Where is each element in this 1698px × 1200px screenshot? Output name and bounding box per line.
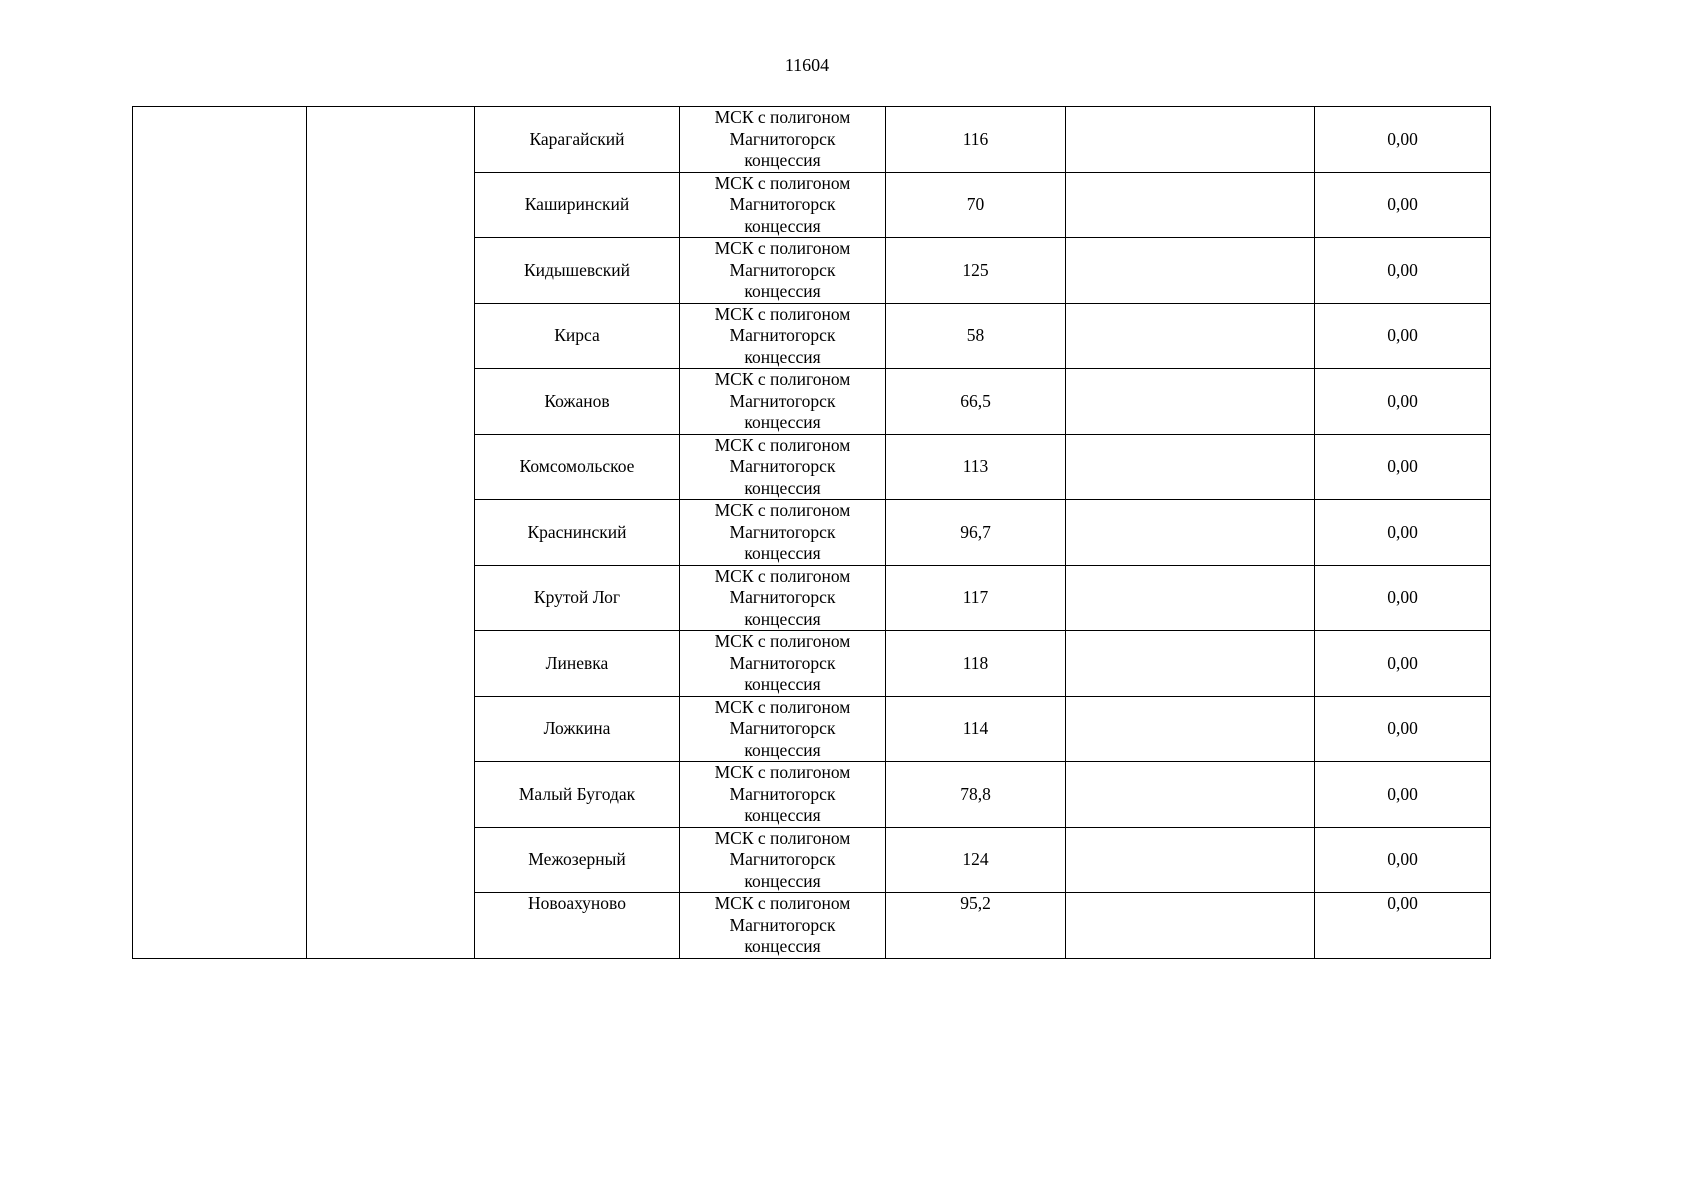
settlement-name-cell: Линевка	[475, 631, 680, 697]
service-type-line: Магнитогорск	[729, 521, 836, 542]
empty-cell	[1066, 827, 1315, 893]
empty-merged-cell-2	[307, 107, 475, 959]
settlement-name-cell: Каширинский	[475, 172, 680, 238]
service-type-line: Магнитогорск	[729, 456, 836, 476]
value-cell: 114	[886, 696, 1066, 762]
service-type-line: Магнитогорск	[729, 325, 836, 345]
value-cell: 118	[886, 631, 1066, 697]
result-cell: 0,00	[1315, 500, 1491, 566]
value-cell: 78,8	[886, 762, 1066, 828]
service-type-line: МСК с полигоном	[714, 369, 851, 389]
empty-cell	[1066, 762, 1315, 828]
result-cell: 0,00	[1315, 827, 1491, 893]
empty-cell	[1066, 500, 1315, 566]
service-type-cell	[680, 893, 886, 959]
service-type-line: концессия	[744, 281, 821, 301]
empty-cell	[1066, 303, 1315, 369]
settlement-name-cell: Кидышевский	[475, 238, 680, 304]
service-type-line: концессия	[744, 150, 821, 170]
service-type-cell	[680, 827, 886, 893]
empty-cell	[1066, 893, 1315, 959]
service-type-line: Магнитогорск	[729, 914, 836, 935]
result-cell: 0,00	[1315, 369, 1491, 435]
result-cell: 0,00	[1315, 172, 1491, 238]
service-type-line: Магнитогорск	[729, 783, 836, 804]
service-type-line: концессия	[744, 412, 821, 432]
service-type-cell	[680, 696, 886, 762]
service-type-cell	[680, 762, 886, 828]
service-type-cell	[680, 238, 886, 304]
table-row	[133, 107, 1491, 173]
service-type-line: концессия	[744, 936, 821, 956]
service-type-line: МСК с полигоном	[714, 172, 851, 193]
settlement-name-cell: Крутой Лог	[475, 565, 680, 631]
value-cell: 70	[886, 172, 1066, 238]
service-type-line: концессия	[744, 215, 821, 236]
service-type-line: МСК с полигоном	[714, 631, 851, 651]
value-cell: 66,5	[886, 369, 1066, 435]
value-cell: 125	[886, 238, 1066, 304]
settlement-name-cell: Карагайский	[475, 107, 680, 173]
service-type-line: концессия	[744, 543, 821, 563]
service-type-line: МСК с полигоном	[714, 696, 851, 717]
empty-cell	[1066, 369, 1315, 435]
settlement-name-cell: Межозерный	[475, 827, 680, 893]
empty-merged-cell-1	[133, 107, 307, 959]
service-type-line: МСК с полигоном	[714, 238, 851, 258]
service-type-line: Магнитогорск	[729, 390, 836, 411]
empty-cell	[1066, 696, 1315, 762]
service-type-line: Магнитогорск	[729, 587, 836, 607]
service-type-line: концессия	[744, 477, 821, 498]
service-type-line: МСК с полигоном	[714, 827, 851, 848]
settlement-name-cell: Краснинский	[475, 500, 680, 566]
service-type-line: МСК с полигоном	[714, 303, 851, 324]
value-cell: 124	[886, 827, 1066, 893]
service-type-line: Магнитогорск	[729, 718, 836, 738]
result-cell: 0,00	[1315, 762, 1491, 828]
service-type-cell	[680, 565, 886, 631]
service-type-line: концессия	[744, 608, 821, 629]
service-type-line: Магнитогорск	[729, 259, 836, 280]
service-type-cell	[680, 369, 886, 435]
settlement-name-cell: Комсомольское	[475, 434, 680, 500]
result-cell: 0,00	[1315, 303, 1491, 369]
settlement-name-cell: Кирса	[475, 303, 680, 369]
service-type-line: МСК с полигоном	[714, 107, 851, 127]
service-type-line: концессия	[744, 346, 821, 367]
service-type-line: Магнитогорск	[729, 652, 836, 673]
service-type-cell	[680, 107, 886, 173]
settlement-name-cell: Новоахуново	[475, 893, 680, 959]
empty-cell	[1066, 565, 1315, 631]
value-cell: 95,2	[886, 893, 1066, 959]
result-cell: 0,00	[1315, 107, 1491, 173]
settlement-name-cell: Малый Бугодак	[475, 762, 680, 828]
result-cell: 0,00	[1315, 893, 1491, 959]
service-type-line: МСК с полигоном	[714, 434, 851, 455]
page-number: 11604	[784, 55, 830, 75]
empty-cell	[1066, 172, 1315, 238]
service-type-line: концессия	[744, 674, 821, 694]
service-type-line: концессия	[744, 739, 821, 760]
service-type-line: Магнитогорск	[729, 128, 836, 149]
value-cell: 58	[886, 303, 1066, 369]
result-cell: 0,00	[1315, 696, 1491, 762]
value-cell: 116	[886, 107, 1066, 173]
settlement-name-cell: Ложкина	[475, 696, 680, 762]
service-type-line: Магнитогорск	[729, 849, 836, 869]
service-type-cell	[680, 631, 886, 697]
result-cell: 0,00	[1315, 565, 1491, 631]
data-table	[132, 106, 1491, 959]
value-cell: 113	[886, 434, 1066, 500]
service-type-line: МСК с полигоном	[714, 762, 851, 782]
service-type-line: Магнитогорск	[729, 194, 836, 214]
service-type-cell	[680, 303, 886, 369]
result-cell: 0,00	[1315, 238, 1491, 304]
service-type-cell	[680, 434, 886, 500]
empty-cell	[1066, 434, 1315, 500]
empty-cell	[1066, 107, 1315, 173]
service-type-line: концессия	[744, 805, 821, 825]
service-type-cell	[680, 500, 886, 566]
service-type-line: МСК с полигоном	[714, 500, 851, 520]
value-cell: 96,7	[886, 500, 1066, 566]
value-cell: 117	[886, 565, 1066, 631]
service-type-line: концессия	[744, 870, 821, 891]
result-cell: 0,00	[1315, 434, 1491, 500]
empty-cell	[1066, 238, 1315, 304]
service-type-cell	[680, 172, 886, 238]
result-cell: 0,00	[1315, 631, 1491, 697]
service-type-line: МСК с полигоном	[714, 893, 851, 913]
table-body	[133, 107, 1491, 959]
service-type-line: МСК с полигоном	[714, 565, 851, 586]
settlement-name-cell: Кожанов	[475, 369, 680, 435]
empty-cell	[1066, 631, 1315, 697]
